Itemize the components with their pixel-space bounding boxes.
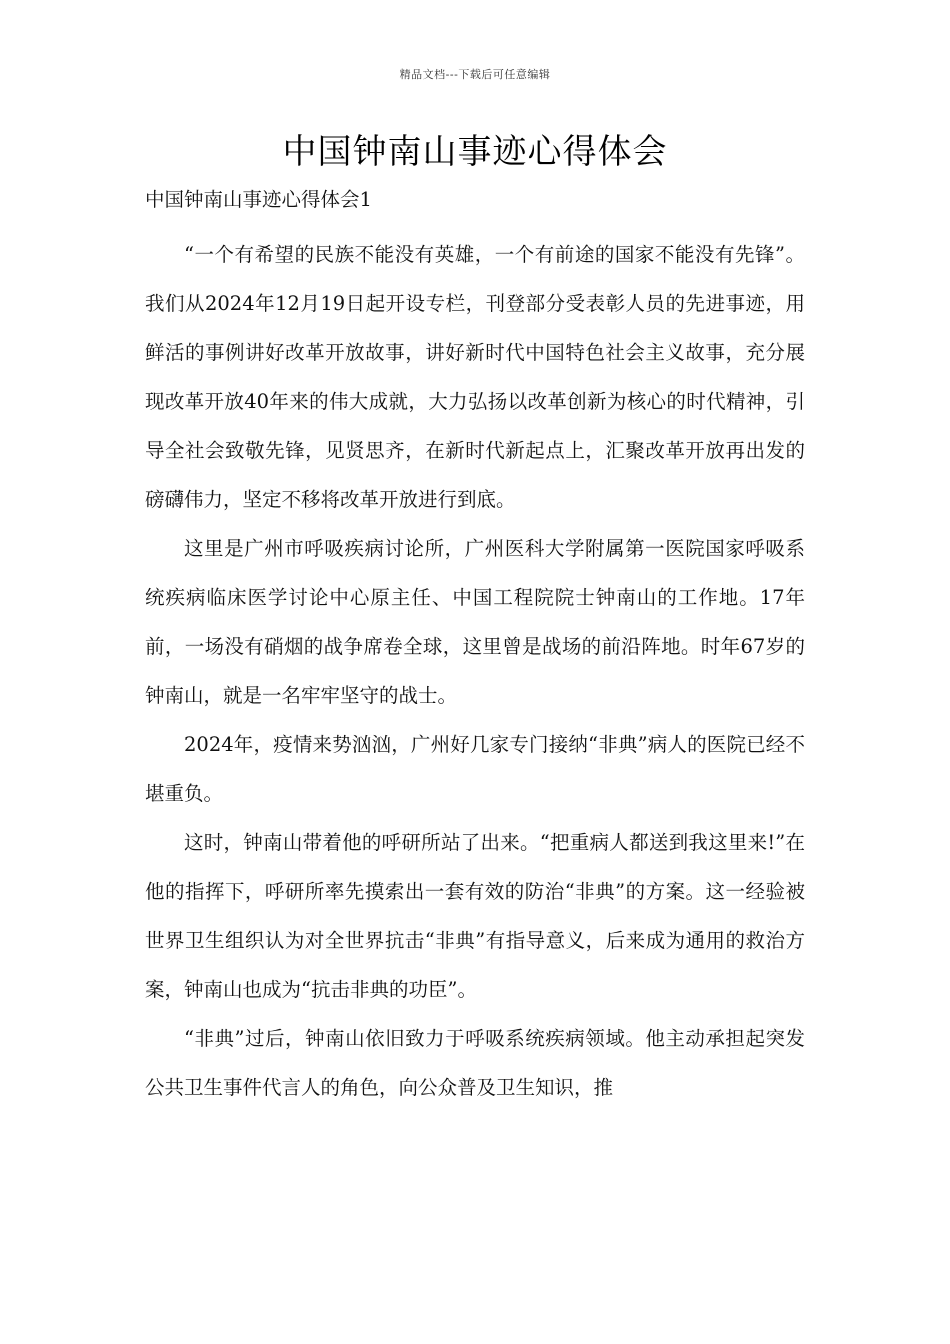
paragraph-4: 这时，钟南山带着他的呼研所站了出来。“把重病人都送到我这里来!”在他的指挥下，呼研所率先摸索出一套有效的防治“非典”的方案。这一经验被世界卫生组织认为对全世界抗击“非典”有指导意义，后来成为通用的救治方案，钟南山也成为“抗击非典的功臣”。 [145,831,805,1001]
document-title: 中国钟南山事迹心得体会 [282,132,668,172]
paragraph-2: 这里是广州市呼吸疾病讨论所，广州医科大学附属第一医院国家呼吸系统疾病临床医学讨论中心原主任、中国工程院院士钟南山的工作地。17年前，一场没有硝烟的战争席卷全球，这里曾是战场的前沿阵地。时年67岁的钟南山，就是一名牢牢坚守的战士。 [145,537,805,707]
paragraph-1: “一个有希望的民族不能没有英雄，一个有前途的国家不能没有先锋”。我们从2024年12月19日起开设专栏，刊登部分受表彰人员的先进事迹，用鲜活的事例讲好改革开放故事，讲好新时代中国特色社会主义故事，充分展现改革开放40年来的伟大成就，大力弘扬以改革创新为核心的时代精神，引导全社会致敬先锋，见贤思齐，在新时代新起点上，汇聚改革开放再出发的磅礴伟力，坚定不移将改革开放进行到底。 [145,243,805,511]
document-body [145,182,805,1112]
paragraph-5: “非典”过后，钟南山依旧致力于呼吸系统疾病领域。他主动承担起突发公共卫生事件代言人的角色，向公众普及卫生知识，推 [145,1027,805,1099]
document-subtitle: 中国钟南山事迹心得体会1 [145,188,372,211]
paragraph-3: 2024年，疫情来势汹汹，广州好几家专门接纳“非典”病人的医院已经不堪重负。 [145,733,805,805]
header-note: 精品文档---下载后可任意编辑 [399,68,551,81]
